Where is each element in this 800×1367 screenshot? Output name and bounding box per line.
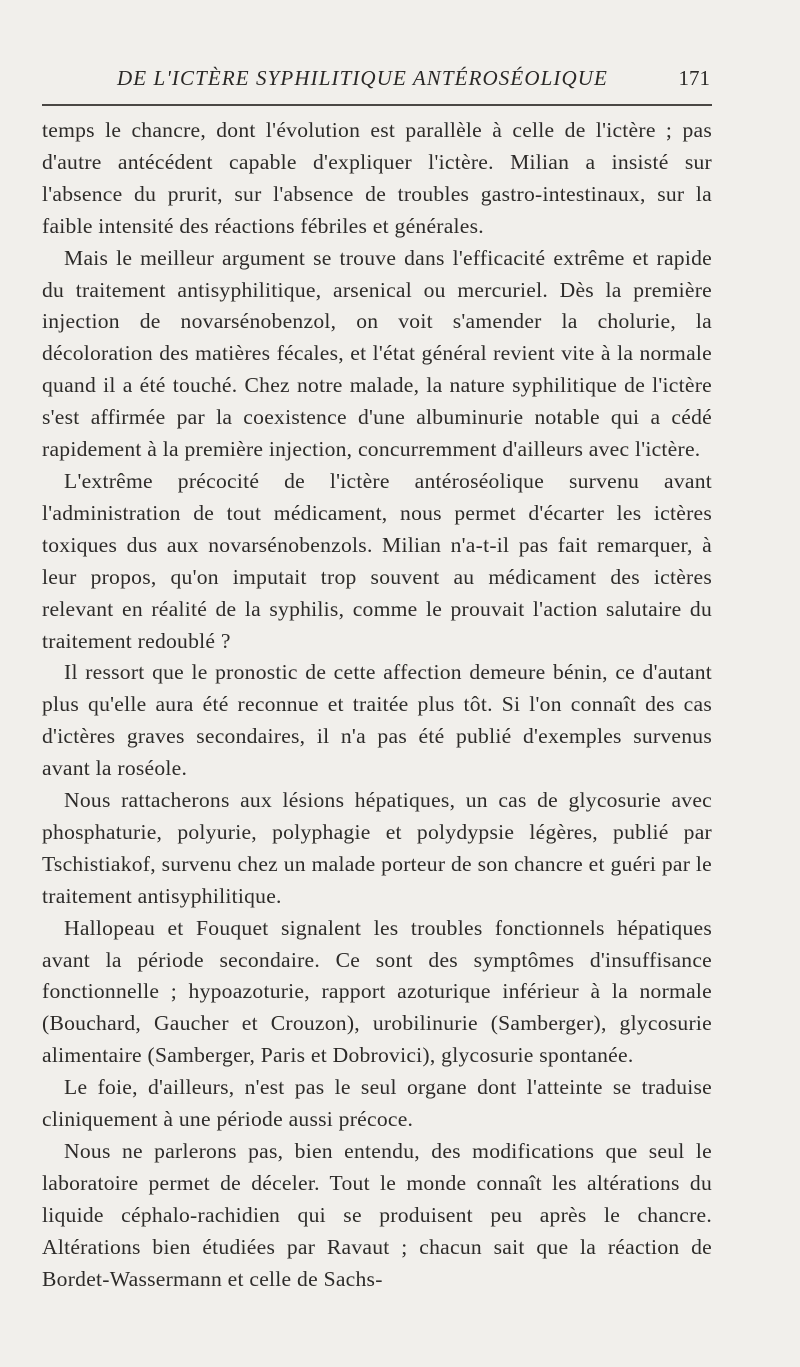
- paragraph: Le foie, d'ailleurs, n'est pas le seul organe dont l'atteinte se traduise cliniquement à une période aussi précoce.: [42, 1075, 712, 1132]
- body-text: [42, 115, 712, 1296]
- page-number: 171: [678, 66, 710, 90]
- paragraph: temps le chancre, dont l'évolution est parallèle à celle de l'ictère ; pas d'autre antécédent capable d'expliquer l'ictère. Milian a insisté sur l'absence du prurit, sur l'absence de troubles gastro-intestinaux, sur la faible intensité des réactions fébriles et générales.: [42, 118, 712, 238]
- paragraph: Nous rattacherons aux lésions hépatiques, un cas de glycosurie avec phosphaturie, polyurie, polyphagie et polydypsie légères, publié par Tschistiakof, survenu chez un malade porteur de son chancre et guéri par le traitement antisyphilitique.: [42, 788, 712, 908]
- paragraph: L'extrême précocité de l'ictère antéroséolique survenu avant l'administration de tout médicament, nous permet d'écarter les ictères toxiques dus aux novarsénobenzols. Milian n'a-t-il pas fait remarquer, à leur propos, qu'on imputait trop souvent au médicament des ictères relevant en réalité de la syphilis, comme le prouvait l'action salutaire du traitement redoublé ?: [42, 468, 712, 653]
- page-header: [42, 60, 712, 94]
- header-rule: [42, 104, 712, 106]
- paragraph: Mais le meilleur argument se trouve dans l'efficacité extrême et rapide du traitement antisyphilitique, arsenical ou mercuriel. Dès la première injection de novarsénobenzol, on voit s'amender la cholurie, la décoloration des matières fécales, et l'état général revient vite à la normale quand il a été touché. Chez notre malade, la nature syphilitique de l'ictère s'est affirmée par la coexistence d'une albuminurie notable qui a cédé rapidement à la première injection, concurremment d'ailleurs avec l'ictère.: [42, 245, 712, 462]
- paragraph: Hallopeau et Fouquet signalent les troubles fonctionnels hépatiques avant la période secondaire. Ce sont des symptômes d'insuffisance fonctionnelle ; hypoazoturie, rapport azoturique inférieur à la normale (Bouchard, Gaucher et Crouzon), urobilinurie (Samberger), glycosurie alimentaire (Samberger, Paris et Dobrovici), glycosurie spontanée.: [42, 915, 712, 1068]
- running-title: DE L'ICTÈRE SYPHILITIQUE ANTÉROSÉOLIQUE: [117, 66, 608, 90]
- paragraph: Nous ne parlerons pas, bien entendu, des modifications que seul le laboratoire permet de déceler. Tout le monde connaît les altérations du liquide céphalo-rachidien qui se produisent peu après le chancre. Altérations bien étudiées par Ravaut ; chacun sait que la réaction de Bordet-Wassermann et celle de Sachs-: [42, 1139, 712, 1291]
- paragraph: Il ressort que le pronostic de cette affection demeure bénin, ce d'autant plus qu'elle aura été reconnue et traitée plus tôt. Si l'on connaît des cas d'ictères graves secondaires, il n'a pas été publié d'exemples survenus avant la roséole.: [42, 660, 712, 781]
